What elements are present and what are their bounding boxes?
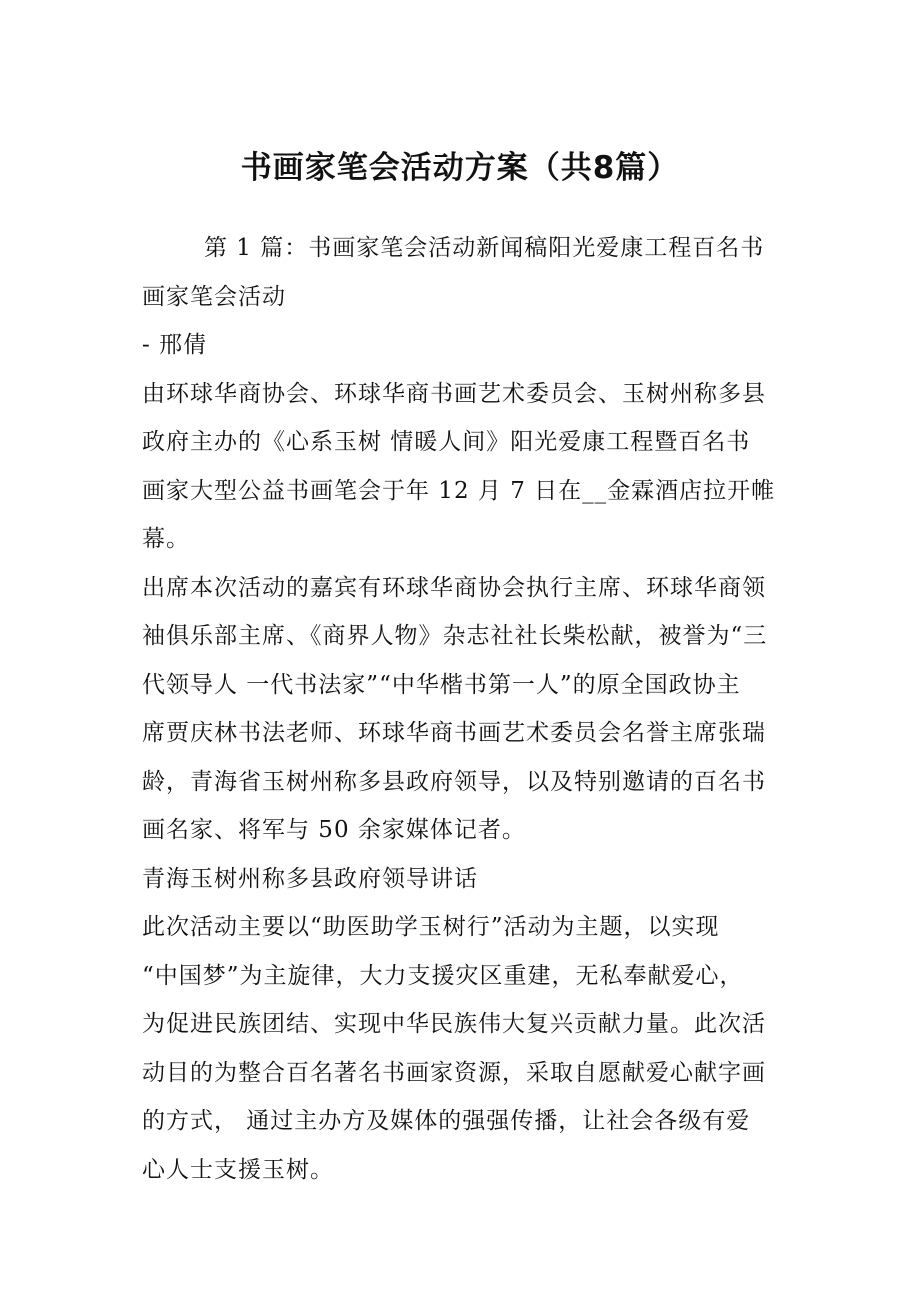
paragraph-line: 龄，青海省玉树州称多县政府领导，以及特别邀请的百名书 (142, 768, 766, 795)
paragraph-line: 画家大型公益书画笔会于年 12 月 7 日在__金霖酒店拉开帷 (142, 477, 776, 504)
paragraph-line: 政府主办的《心系玉树 情暖人间》阳光爱康工程暨百名书 (142, 429, 751, 455)
paragraph-line: 此次活动主要以“助医助学玉树行”活动为主题，以实现 (142, 914, 720, 940)
chapter-heading-line-1: 第 1 篇：书画家笔会活动新闻稿阳光爱康工程百名书 (204, 235, 765, 261)
paragraph-line: 画名家、将军与 50 余家媒体记者。 (142, 817, 526, 843)
paragraph-line: 代领导人 一代书法家”“中华楷书第一人”的原全国政协主 (142, 671, 741, 698)
document-title: 书画家笔会活动方案（共8篇） (240, 150, 680, 186)
paragraph-line: 动目的为整合百名著名书画家资源，采取自愿献爱心献字画 (142, 1059, 766, 1086)
author-line: - 邢倩 (142, 332, 208, 358)
paragraph-line: 为促进民族团结、实现中华民族伟大复兴贡献力量。此次活 (142, 1011, 766, 1037)
paragraph-line: 由环球华商协会、环球华商书画艺术委员会、玉树州称多县 (142, 380, 766, 407)
paragraph-line: 席贾庆林书法老师、环球华商书画艺术委员会名誉主席张瑞 (142, 720, 766, 746)
paragraph-line: 的方式， 通过主办方及媒体的强强传播，让社会各级有爱 (142, 1108, 751, 1134)
section-heading-line: 青海玉树州称多县政府领导讲话 (142, 865, 478, 892)
paragraph-line: 出席本次活动的嘉宾有环球华商协会执行主席、环球华商领 (142, 574, 766, 601)
paragraph-line: 袖俱乐部主席、《商界人物》杂志社社长柴松献，被誉为“三 (142, 623, 768, 649)
chapter-heading-line-2: 画家笔会活动 (142, 283, 286, 310)
paragraph-line: 幕。 (142, 526, 190, 552)
paragraph-line: “中国梦”为主旋律，大力支援灾区重建，无私奉献爱心， (142, 962, 744, 989)
paragraph-line: 心人士支援玉树。 (142, 1156, 334, 1183)
document-body (142, 224, 792, 1194)
